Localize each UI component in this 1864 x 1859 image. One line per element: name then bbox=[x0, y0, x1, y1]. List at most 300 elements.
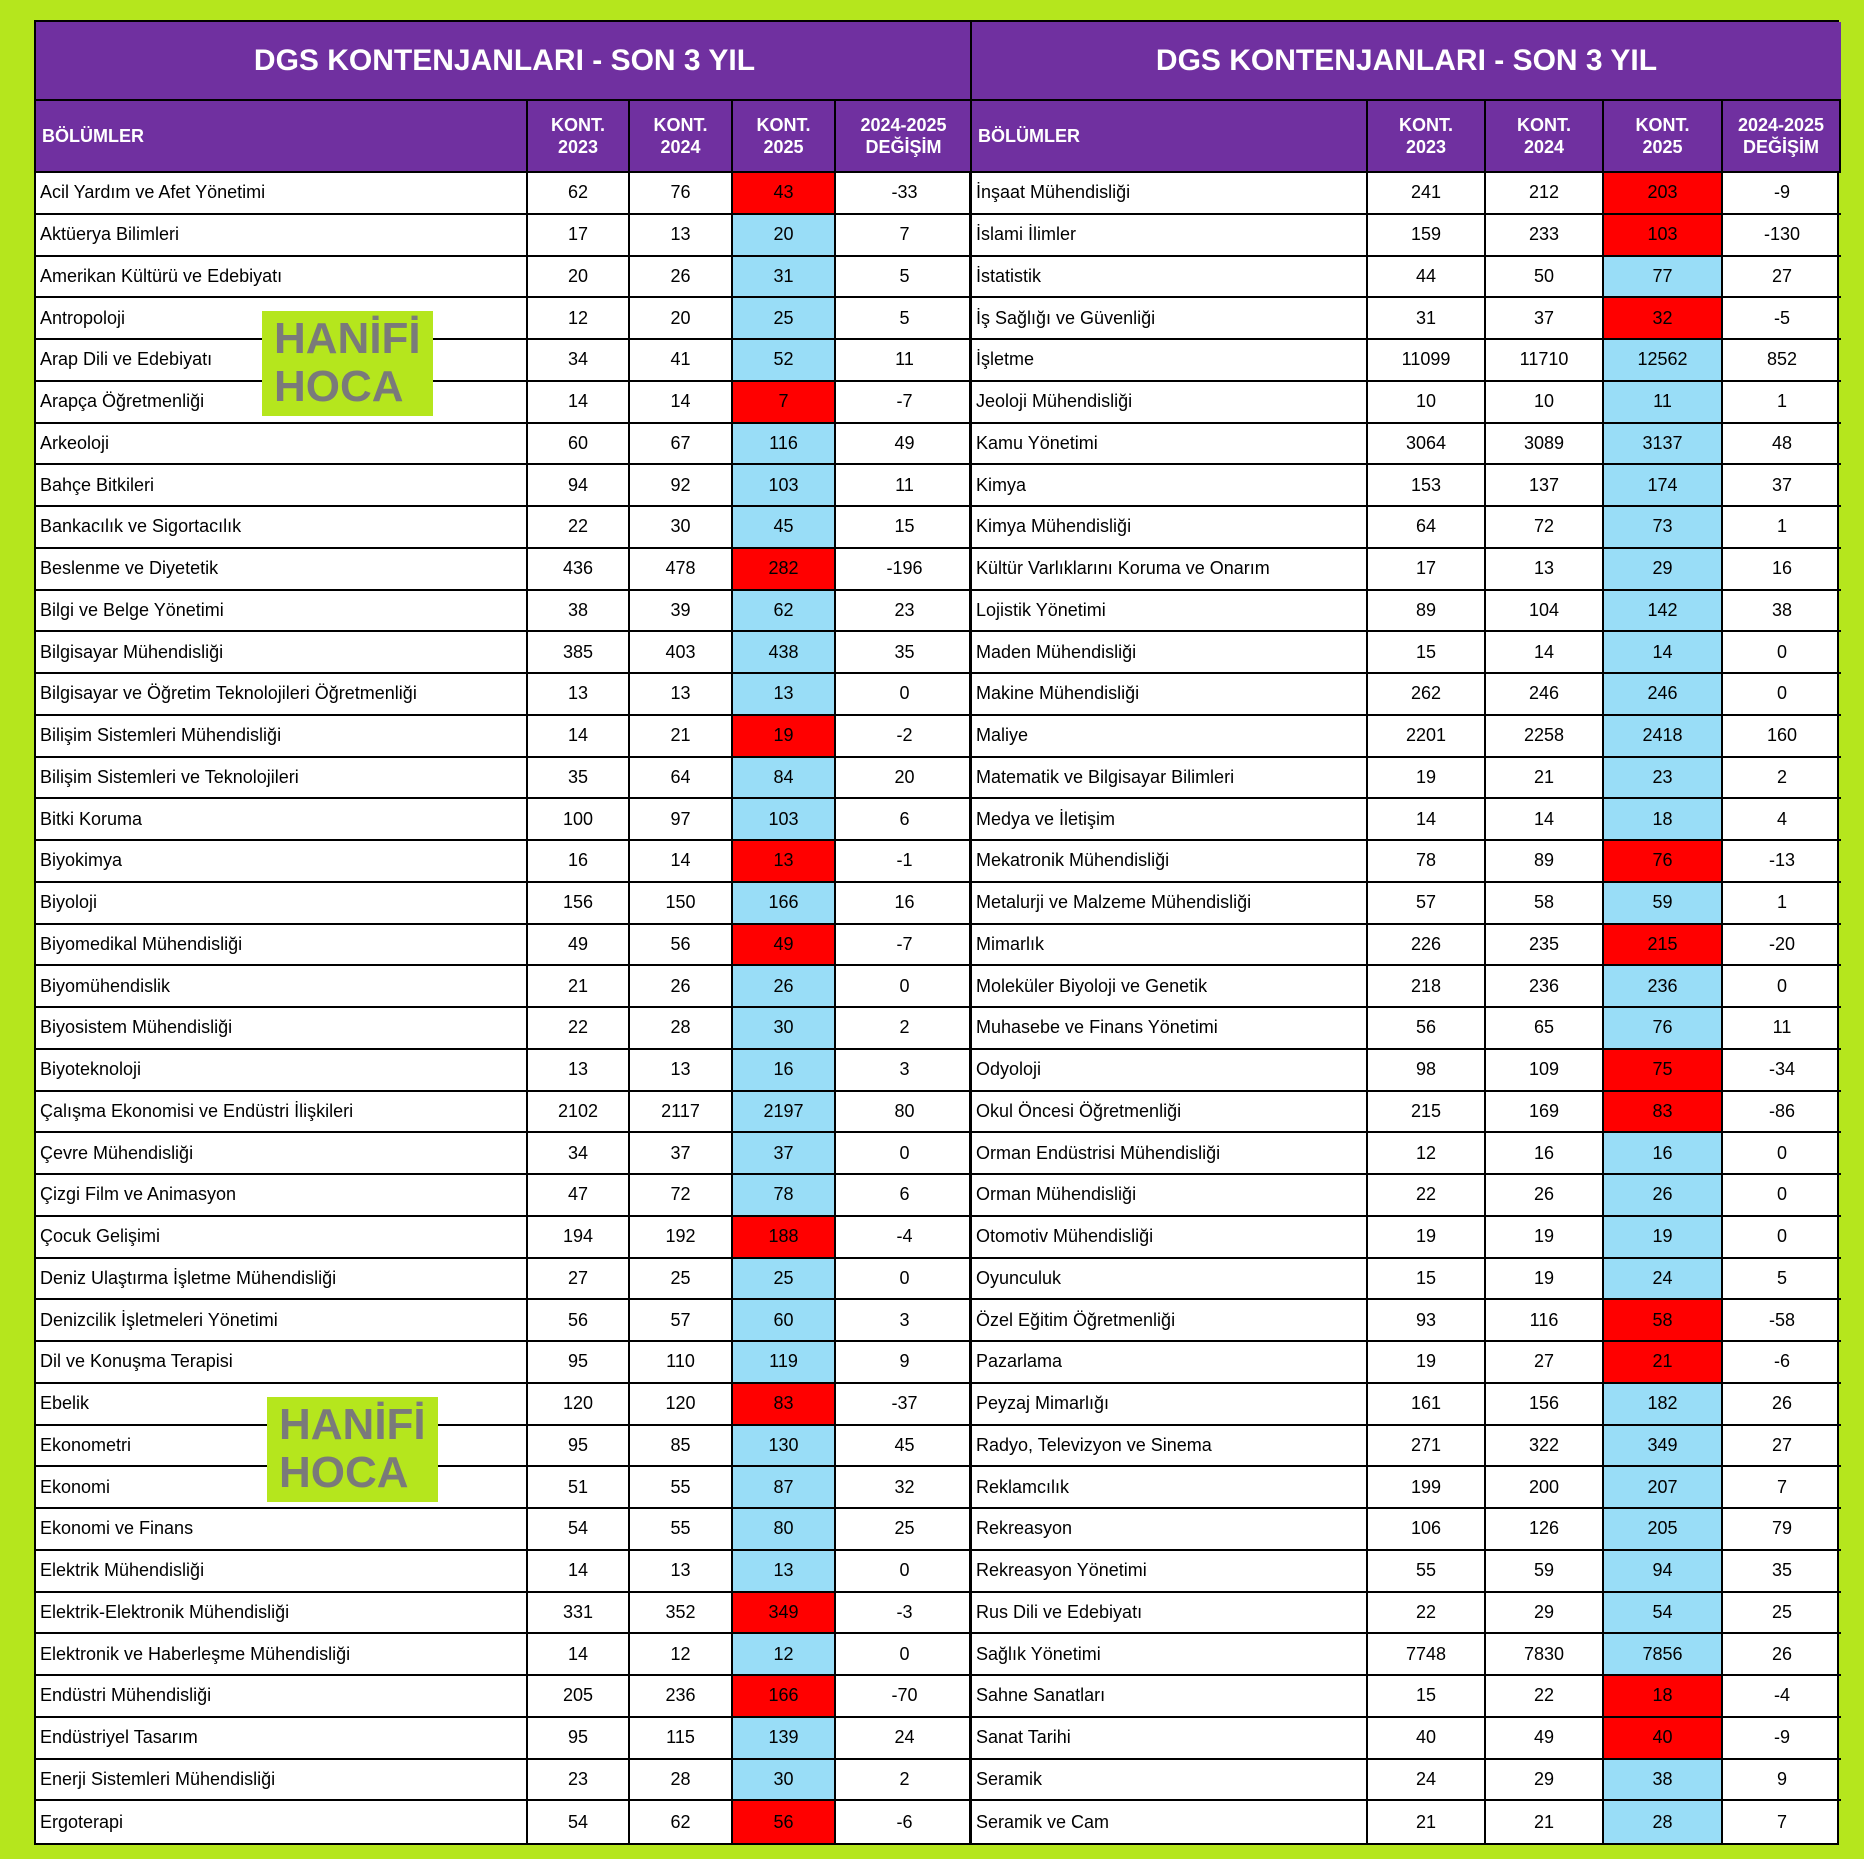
change-2024-2025: 0 bbox=[836, 1133, 973, 1175]
quota-2025: 32 bbox=[1604, 298, 1723, 340]
quota-2024: 11710 bbox=[1486, 340, 1604, 382]
quota-2023: 3064 bbox=[1368, 424, 1486, 466]
department-name: Ekonomi bbox=[36, 1467, 528, 1509]
quota-2025: 103 bbox=[1604, 215, 1723, 257]
quota-2024: 236 bbox=[1486, 966, 1604, 1008]
quota-2024: 37 bbox=[1486, 298, 1604, 340]
department-name: Pazarlama bbox=[972, 1342, 1368, 1384]
quota-2023: 120 bbox=[528, 1384, 630, 1426]
quota-2023: 262 bbox=[1368, 674, 1486, 716]
quota-2024: 19 bbox=[1486, 1217, 1604, 1259]
quota-2023: 22 bbox=[1368, 1593, 1486, 1635]
department-name: Arkeoloji bbox=[36, 424, 528, 466]
department-name: Orman Endüstrisi Mühendisliği bbox=[972, 1133, 1368, 1175]
quota-2024: 27 bbox=[1486, 1342, 1604, 1384]
quota-2025: 83 bbox=[733, 1384, 836, 1426]
quota-2023: 40 bbox=[1368, 1718, 1486, 1760]
change-2024-2025: 26 bbox=[1723, 1384, 1841, 1426]
department-name: Enerji Sistemleri Mühendisliği bbox=[36, 1760, 528, 1802]
department-name: Kimya bbox=[972, 465, 1368, 507]
table-title: DGS KONTENJANLARI - SON 3 YIL bbox=[36, 22, 973, 101]
change-2024-2025: -6 bbox=[896, 1811, 913, 1832]
quota-2025: 43 bbox=[733, 173, 836, 215]
quota-2024: 120 bbox=[630, 1384, 733, 1426]
quota-2024: 28 bbox=[630, 1760, 733, 1802]
quota-2024: 200 bbox=[1486, 1467, 1604, 1509]
change-2024-2025: -86 bbox=[1723, 1092, 1841, 1134]
quota-2024: 3089 bbox=[1486, 424, 1604, 466]
department-name: Elektrik-Elektronik Mühendisliği bbox=[36, 1593, 528, 1635]
quota-2024: 26 bbox=[630, 257, 733, 299]
department-name: Sağlık Yönetimi bbox=[972, 1634, 1368, 1676]
department-name: Matematik ve Bilgisayar Bilimleri bbox=[972, 758, 1368, 800]
change-2024-2025: 3 bbox=[836, 1050, 973, 1092]
quota-2024: 14 bbox=[1486, 799, 1604, 841]
change-2024-2025: 4 bbox=[1723, 799, 1841, 841]
quota-2025: 12562 bbox=[1604, 340, 1723, 382]
quota-2024: 110 bbox=[630, 1342, 733, 1384]
change-2024-2025: 9 bbox=[836, 1342, 973, 1384]
quota-2023: 12 bbox=[1368, 1133, 1486, 1175]
change-2024-2025: 80 bbox=[836, 1092, 973, 1134]
quota-2025: 7856 bbox=[1604, 1634, 1723, 1676]
quota-2023: 20 bbox=[528, 257, 630, 299]
quota-2024: 67 bbox=[630, 424, 733, 466]
department-name: Ekonometri bbox=[36, 1426, 528, 1468]
column-header: 2024-2025 DEĞİŞİM bbox=[1723, 101, 1841, 173]
department-name: Kültür Varlıklarını Koruma ve Onarım bbox=[972, 549, 1368, 591]
change-2024-2025: 24 bbox=[836, 1718, 973, 1760]
quota-2025: 78 bbox=[733, 1175, 836, 1217]
quota-2025: 25 bbox=[733, 1259, 836, 1301]
change-2024-2025: -9 bbox=[1723, 1718, 1841, 1760]
quota-2025: 38 bbox=[1604, 1760, 1723, 1802]
department-name: Oyunculuk bbox=[972, 1259, 1368, 1301]
quota-2023: 2102 bbox=[528, 1092, 630, 1134]
department-name: Arap Dili ve Edebiyatı bbox=[36, 340, 528, 382]
change-2024-2025: 2 bbox=[836, 1760, 973, 1802]
quota-2024: 56 bbox=[630, 925, 733, 967]
department-name: Kimya Mühendisliği bbox=[972, 507, 1368, 549]
quota-2024: 246 bbox=[1486, 674, 1604, 716]
quota-2023: 34 bbox=[528, 340, 630, 382]
quota-2023: 56 bbox=[1368, 1008, 1486, 1050]
quota-2024: 39 bbox=[630, 591, 733, 633]
department-name: Endüstri Mühendisliği bbox=[36, 1676, 528, 1718]
quota-2025: 54 bbox=[1604, 1593, 1723, 1635]
quota-2024: 29 bbox=[1486, 1760, 1604, 1802]
quota-2025: 31 bbox=[733, 257, 836, 299]
quota-2025: 94 bbox=[1604, 1551, 1723, 1593]
change-2024-2025: -6 bbox=[1723, 1342, 1841, 1384]
quota-2023: 436 bbox=[528, 549, 630, 591]
department-name: Ergoterapi bbox=[36, 1801, 528, 1843]
department-name: Biyoloji bbox=[36, 883, 528, 925]
quota-2023: 22 bbox=[1368, 1175, 1486, 1217]
quota-2025: 182 bbox=[1604, 1384, 1723, 1426]
change-2024-2025: -3 bbox=[836, 1593, 973, 1635]
quota-2025: 18 bbox=[1604, 799, 1723, 841]
department-name: Amerikan Kültürü ve Edebiyatı bbox=[36, 257, 528, 299]
department-name: Odyoloji bbox=[972, 1050, 1368, 1092]
quota-2023: 31 bbox=[1368, 298, 1486, 340]
department-name: Makine Mühendisliği bbox=[972, 674, 1368, 716]
quota-2023: 60 bbox=[528, 424, 630, 466]
quota-2023: 21 bbox=[1368, 1801, 1486, 1843]
quota-2025: 203 bbox=[1604, 173, 1723, 215]
change-2024-2025: 0 bbox=[836, 1259, 973, 1301]
department-name: Acil Yardım ve Afet Yönetimi bbox=[36, 173, 528, 215]
quota-2023: 22 bbox=[528, 1008, 630, 1050]
quota-2023: 241 bbox=[1368, 173, 1486, 215]
quota-2025: 30 bbox=[733, 1008, 836, 1050]
quota-2024: 19 bbox=[1486, 1259, 1604, 1301]
change-2024-2025: 3 bbox=[836, 1300, 973, 1342]
column-header: KONT. 2025 bbox=[733, 101, 836, 173]
department-name: Rekreasyon bbox=[972, 1509, 1368, 1551]
quota-2024: 76 bbox=[630, 173, 733, 215]
quota-2024: 13 bbox=[630, 674, 733, 716]
department-name: İşletme bbox=[972, 340, 1368, 382]
change-2024-2025: 852 bbox=[1723, 340, 1841, 382]
change-2024-2025: 35 bbox=[1723, 1551, 1841, 1593]
quota-2023: 89 bbox=[1368, 591, 1486, 633]
quota-2023: 100 bbox=[528, 799, 630, 841]
department-name: Arapça Öğretmenliği bbox=[36, 382, 528, 424]
change-2024-2025: 23 bbox=[836, 591, 973, 633]
department-name: Denizcilik İşletmeleri Yönetimi bbox=[36, 1300, 528, 1342]
department-name: Endüstriyel Tasarım bbox=[36, 1718, 528, 1760]
quota-2025: 130 bbox=[733, 1426, 836, 1468]
department-name: Biyomedikal Mühendisliği bbox=[36, 925, 528, 967]
department-name: Aktüerya Bilimleri bbox=[36, 215, 528, 257]
department-name: Antropoloji bbox=[36, 298, 528, 340]
quota-2025: 83 bbox=[1604, 1092, 1723, 1134]
change-2024-2025: -5 bbox=[1723, 298, 1841, 340]
change-2024-2025: 27 bbox=[1723, 1426, 1841, 1468]
quota-2023: 13 bbox=[528, 674, 630, 716]
column-header: KONT. 2025 bbox=[1604, 101, 1723, 173]
department-name: Moleküler Biyoloji ve Genetik bbox=[972, 966, 1368, 1008]
quota-2023: 47 bbox=[528, 1175, 630, 1217]
change-2024-2025: 45 bbox=[836, 1426, 973, 1468]
quota-2023: 24 bbox=[1368, 1760, 1486, 1802]
quota-2025: 11 bbox=[1604, 382, 1723, 424]
quota-2024: 2117 bbox=[630, 1092, 733, 1134]
quota-2024: 322 bbox=[1486, 1426, 1604, 1468]
change-2024-2025: 0 bbox=[1723, 1133, 1841, 1175]
quota-2023: 95 bbox=[528, 1718, 630, 1760]
department-name: Rekreasyon Yönetimi bbox=[972, 1551, 1368, 1593]
quota-2024: 85 bbox=[630, 1426, 733, 1468]
watermark-top bbox=[262, 311, 433, 416]
change-2024-2025: 25 bbox=[1723, 1593, 1841, 1635]
quota-2024: 97 bbox=[630, 799, 733, 841]
quota-2025: 76 bbox=[1604, 841, 1723, 883]
change-2024-2025: 25 bbox=[836, 1509, 973, 1551]
quota-2025: 349 bbox=[1604, 1426, 1723, 1468]
department-name: Bilişim Sistemleri ve Teknolojileri bbox=[36, 758, 528, 800]
department-name: Jeoloji Mühendisliği bbox=[972, 382, 1368, 424]
quota-2023: 13 bbox=[528, 1050, 630, 1092]
quota-table-left bbox=[34, 20, 971, 1845]
quota-2023: 15 bbox=[1368, 1676, 1486, 1718]
quota-2023: 17 bbox=[528, 215, 630, 257]
quota-2024: 14 bbox=[630, 841, 733, 883]
quota-2025: 13 bbox=[733, 1551, 836, 1593]
department-name: Bilişim Sistemleri Mühendisliği bbox=[36, 716, 528, 758]
quota-2024: 49 bbox=[1486, 1718, 1604, 1760]
change-2024-2025: 1 bbox=[1723, 507, 1841, 549]
quota-2024: 2258 bbox=[1486, 716, 1604, 758]
change-2024-2025: 7 bbox=[1776, 1811, 1787, 1832]
quota-2023: 27 bbox=[528, 1259, 630, 1301]
department-name: Seramik bbox=[972, 1760, 1368, 1802]
quota-2023: 19 bbox=[1368, 1342, 1486, 1384]
change-2024-2025: 79 bbox=[1723, 1509, 1841, 1551]
quota-2024: 59 bbox=[1486, 1551, 1604, 1593]
quota-2025: 139 bbox=[733, 1718, 836, 1760]
change-2024-2025: -37 bbox=[836, 1384, 973, 1426]
change-2024-2025: 11 bbox=[836, 340, 973, 382]
quota-2024: 150 bbox=[630, 883, 733, 925]
quota-2023: 12 bbox=[528, 298, 630, 340]
quota-2025: 62 bbox=[733, 591, 836, 633]
quota-2025: 246 bbox=[1604, 674, 1723, 716]
quota-2025: 80 bbox=[733, 1509, 836, 1551]
department-name: Deniz Ulaştırma İşletme Mühendisliği bbox=[36, 1259, 528, 1301]
change-2024-2025: 27 bbox=[1723, 257, 1841, 299]
change-2024-2025: -4 bbox=[1723, 1676, 1841, 1718]
department-name: Sanat Tarihi bbox=[972, 1718, 1368, 1760]
department-name: Sahne Sanatları bbox=[972, 1676, 1368, 1718]
change-2024-2025: 6 bbox=[836, 1175, 973, 1217]
change-2024-2025: 1 bbox=[1723, 382, 1841, 424]
quota-2023: 14 bbox=[1368, 799, 1486, 841]
quota-2025: 52 bbox=[733, 340, 836, 382]
quota-2023: 11099 bbox=[1368, 340, 1486, 382]
column-header: KONT. 2023 bbox=[1368, 101, 1486, 173]
quota-2024: 169 bbox=[1486, 1092, 1604, 1134]
quota-2025: 30 bbox=[733, 1760, 836, 1802]
quota-2025: 215 bbox=[1604, 925, 1723, 967]
quota-2023: 159 bbox=[1368, 215, 1486, 257]
change-2024-2025: 9 bbox=[1723, 1760, 1841, 1802]
quota-2025: 45 bbox=[733, 507, 836, 549]
quota-2023: 19 bbox=[1368, 758, 1486, 800]
quota-2023: 49 bbox=[528, 925, 630, 967]
quota-2025: 188 bbox=[733, 1217, 836, 1259]
change-2024-2025: -2 bbox=[836, 716, 973, 758]
department-name: Beslenme ve Diyetetik bbox=[36, 549, 528, 591]
quota-2023: 2201 bbox=[1368, 716, 1486, 758]
change-2024-2025: 7 bbox=[1723, 1467, 1841, 1509]
quota-2023: 205 bbox=[528, 1676, 630, 1718]
department-name: Biyoteknoloji bbox=[36, 1050, 528, 1092]
change-2024-2025: 5 bbox=[836, 298, 973, 340]
quota-2025: 87 bbox=[733, 1467, 836, 1509]
quota-2025: 84 bbox=[733, 758, 836, 800]
quota-2025: 2418 bbox=[1604, 716, 1723, 758]
quota-2024: 352 bbox=[630, 1593, 733, 1635]
department-name: Bilgi ve Belge Yönetimi bbox=[36, 591, 528, 633]
quota-2023: 14 bbox=[528, 1634, 630, 1676]
quota-2024: 126 bbox=[1486, 1509, 1604, 1551]
department-name: Reklamcılık bbox=[972, 1467, 1368, 1509]
column-header: KONT. 2023 bbox=[528, 101, 630, 173]
department-name: Bahçe Bitkileri bbox=[36, 465, 528, 507]
quota-2025: 142 bbox=[1604, 591, 1723, 633]
quota-2023: 55 bbox=[1368, 1551, 1486, 1593]
quota-2024: 13 bbox=[1486, 549, 1604, 591]
quota-2024: 10 bbox=[1486, 382, 1604, 424]
quota-2024: 22 bbox=[1486, 1676, 1604, 1718]
quota-2024: 89 bbox=[1486, 841, 1604, 883]
quota-2025: 166 bbox=[733, 883, 836, 925]
quota-2024: 478 bbox=[630, 549, 733, 591]
change-2024-2025: -1 bbox=[836, 841, 973, 883]
table-title: DGS KONTENJANLARI - SON 3 YIL bbox=[972, 22, 1841, 101]
quota-2024: 403 bbox=[630, 632, 733, 674]
quota-2024: 26 bbox=[630, 966, 733, 1008]
department-name: Ebelik bbox=[36, 1384, 528, 1426]
change-2024-2025: 16 bbox=[1723, 549, 1841, 591]
quota-2025: 19 bbox=[1604, 1217, 1723, 1259]
department-name: Orman Mühendisliği bbox=[972, 1175, 1368, 1217]
quota-2025: 56 bbox=[733, 1801, 836, 1843]
quota-2024: 137 bbox=[1486, 465, 1604, 507]
department-name: Maliye bbox=[972, 716, 1368, 758]
quota-2025: 20 bbox=[733, 215, 836, 257]
change-2024-2025: 11 bbox=[1723, 1008, 1841, 1050]
quota-2025: 19 bbox=[733, 716, 836, 758]
department-name: Okul Öncesi Öğretmenliği bbox=[972, 1092, 1368, 1134]
quota-2025: 14 bbox=[1604, 632, 1723, 674]
quota-2023: 194 bbox=[528, 1217, 630, 1259]
quota-2025: 37 bbox=[733, 1133, 836, 1175]
quota-2023: 56 bbox=[528, 1300, 630, 1342]
quota-2025: 25 bbox=[733, 298, 836, 340]
quota-2023: 21 bbox=[528, 966, 630, 1008]
quota-2025: 103 bbox=[733, 465, 836, 507]
quota-2025: 58 bbox=[1604, 1300, 1723, 1342]
quota-2025: 76 bbox=[1604, 1008, 1723, 1050]
quota-2025: 26 bbox=[733, 966, 836, 1008]
department-name: İnşaat Mühendisliği bbox=[972, 173, 1368, 215]
quota-2023: 38 bbox=[528, 591, 630, 633]
quota-2023: 95 bbox=[528, 1426, 630, 1468]
quota-2023: 78 bbox=[1368, 841, 1486, 883]
quota-2023: 331 bbox=[528, 1593, 630, 1635]
change-2024-2025: 35 bbox=[836, 632, 973, 674]
change-2024-2025: -13 bbox=[1723, 841, 1841, 883]
quota-2025: 59 bbox=[1604, 883, 1723, 925]
quota-2025: 207 bbox=[1604, 1467, 1723, 1509]
change-2024-2025: 38 bbox=[1723, 591, 1841, 633]
quota-2025: 24 bbox=[1604, 1259, 1723, 1301]
quota-2024: 16 bbox=[1486, 1133, 1604, 1175]
quota-2023: 51 bbox=[528, 1467, 630, 1509]
change-2024-2025: -7 bbox=[836, 925, 973, 967]
department-name: İş Sağlığı ve Güvenliği bbox=[972, 298, 1368, 340]
change-2024-2025: -34 bbox=[1723, 1050, 1841, 1092]
change-2024-2025: 2 bbox=[836, 1008, 973, 1050]
quota-2024: 236 bbox=[630, 1676, 733, 1718]
quota-2024: 64 bbox=[630, 758, 733, 800]
quota-2023: 98 bbox=[1368, 1050, 1486, 1092]
quota-2023: 16 bbox=[528, 841, 630, 883]
department-name: Özel Eğitim Öğretmenliği bbox=[972, 1300, 1368, 1342]
quota-2023: 215 bbox=[1368, 1092, 1486, 1134]
change-2024-2025: 0 bbox=[836, 966, 973, 1008]
quota-2025: 282 bbox=[733, 549, 836, 591]
department-name: Metalurji ve Malzeme Mühendisliği bbox=[972, 883, 1368, 925]
quota-2025: 28 bbox=[1604, 1801, 1723, 1843]
change-2024-2025: -20 bbox=[1723, 925, 1841, 967]
change-2024-2025: 48 bbox=[1723, 424, 1841, 466]
quota-2025: 174 bbox=[1604, 465, 1723, 507]
department-name: Bilgisayar Mühendisliği bbox=[36, 632, 528, 674]
quota-2023: 44 bbox=[1368, 257, 1486, 299]
quota-2023: 153 bbox=[1368, 465, 1486, 507]
quota-2025: 77 bbox=[1604, 257, 1723, 299]
change-2024-2025: 16 bbox=[836, 883, 973, 925]
quota-2023: 17 bbox=[1368, 549, 1486, 591]
quota-2023: 14 bbox=[528, 716, 630, 758]
quota-2024: 41 bbox=[630, 340, 733, 382]
department-name: Medya ve İletişim bbox=[972, 799, 1368, 841]
department-name: Çizgi Film ve Animasyon bbox=[36, 1175, 528, 1217]
change-2024-2025: 5 bbox=[1723, 1259, 1841, 1301]
change-2024-2025: 1 bbox=[1723, 883, 1841, 925]
department-name: Çalışma Ekonomisi ve Endüstri İlişkileri bbox=[36, 1092, 528, 1134]
quota-2024: 235 bbox=[1486, 925, 1604, 967]
quota-2025: 2197 bbox=[733, 1092, 836, 1134]
quota-2024: 14 bbox=[1486, 632, 1604, 674]
quota-2023: 94 bbox=[528, 465, 630, 507]
quota-2024: 92 bbox=[630, 465, 733, 507]
quota-2024: 72 bbox=[630, 1175, 733, 1217]
change-2024-2025: 20 bbox=[836, 758, 973, 800]
quota-2024: 13 bbox=[630, 1551, 733, 1593]
quota-2024: 212 bbox=[1486, 173, 1604, 215]
quota-2024: 50 bbox=[1486, 257, 1604, 299]
department-name: İstatistik bbox=[972, 257, 1368, 299]
department-name: Biyokimya bbox=[36, 841, 528, 883]
quota-2024: 57 bbox=[630, 1300, 733, 1342]
department-name: Ekonomi ve Finans bbox=[36, 1509, 528, 1551]
department-name: Bilgisayar ve Öğretim Teknolojileri Öğretmenliği bbox=[36, 674, 528, 716]
department-name: Rus Dili ve Edebiyatı bbox=[972, 1593, 1368, 1635]
change-2024-2025: 0 bbox=[1723, 1175, 1841, 1217]
quota-2025: 116 bbox=[733, 424, 836, 466]
change-2024-2025: 0 bbox=[1723, 1217, 1841, 1259]
column-header: KONT. 2024 bbox=[630, 101, 733, 173]
department-name: Peyzaj Mimarlığı bbox=[972, 1384, 1368, 1426]
quota-2023: 19 bbox=[1368, 1217, 1486, 1259]
quota-2023: 10 bbox=[1368, 382, 1486, 424]
department-name: İslami İlimler bbox=[972, 215, 1368, 257]
department-name: Mimarlık bbox=[972, 925, 1368, 967]
quota-2024: 28 bbox=[630, 1008, 733, 1050]
change-2024-2025: 49 bbox=[836, 424, 973, 466]
quota-2024: 156 bbox=[1486, 1384, 1604, 1426]
department-name: Çocuk Gelişimi bbox=[36, 1217, 528, 1259]
quota-2023: 271 bbox=[1368, 1426, 1486, 1468]
department-name: Bitki Koruma bbox=[36, 799, 528, 841]
change-2024-2025: -70 bbox=[836, 1676, 973, 1718]
quota-2023: 34 bbox=[528, 1133, 630, 1175]
